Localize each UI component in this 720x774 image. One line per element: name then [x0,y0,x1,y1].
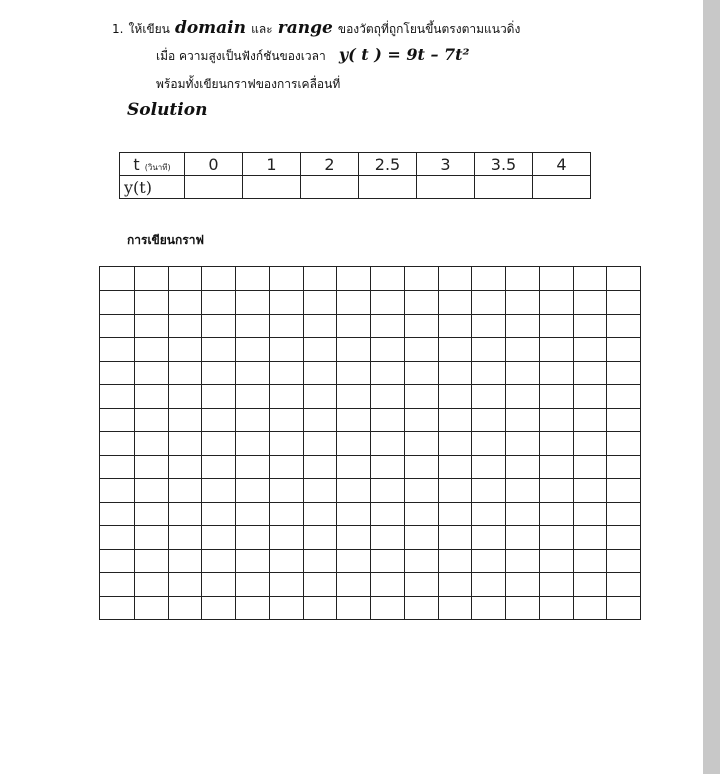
y-value-cell[interactable] [533,176,591,199]
t-unit: (วินาที) [144,162,171,172]
t-value-cell: 1 [243,153,301,176]
t-value-cell: 3 [417,153,475,176]
t-value-cell: 0 [185,153,243,176]
formula: y( t ) = 9t – 7t² [338,45,470,64]
graph-grid [99,266,641,620]
word-and: และ [251,22,273,36]
t-header-cell [120,153,185,176]
t-value-cell: 2.5 [359,153,417,176]
graph-heading: การเขียนกราฟ [127,233,204,247]
t-value-cell: 2 [301,153,359,176]
table-row-t [120,153,591,176]
graph-grid-lines [100,267,640,619]
y-value-cell[interactable] [185,176,243,199]
solution-label: Solution [127,100,208,120]
page-edge-bar [703,0,720,774]
question-prefix: ให้เขียน [128,22,170,36]
t-value-cell: 4 [533,153,591,176]
y-value-cell[interactable] [243,176,301,199]
y-label: y(t) [120,176,185,199]
t-label: t [133,154,140,174]
question-line-1 [112,18,520,39]
y-value-cell[interactable] [475,176,533,199]
t-value-cell: 3.5 [475,153,533,176]
question-line-2-text: เมื่อ ความสูงเป็นฟังก์ชันของเวลา [156,49,326,63]
y-value-cell[interactable] [359,176,417,199]
question-line-3: พร้อมทั้งเขียนกราฟของการเคลื่อนที่ [156,77,341,91]
y-value-cell[interactable] [301,176,359,199]
y-value-cell[interactable] [417,176,475,199]
question-suffix: ของวัตถุที่ถูกโยนขึ้นตรงตามแนวดิ่ง [337,22,521,36]
table-row-y [120,176,591,199]
question-number: 1. [112,22,124,36]
term-domain: domain [174,18,246,38]
term-range: range [277,18,333,38]
values-table [119,152,591,199]
question-line-2 [156,45,470,66]
